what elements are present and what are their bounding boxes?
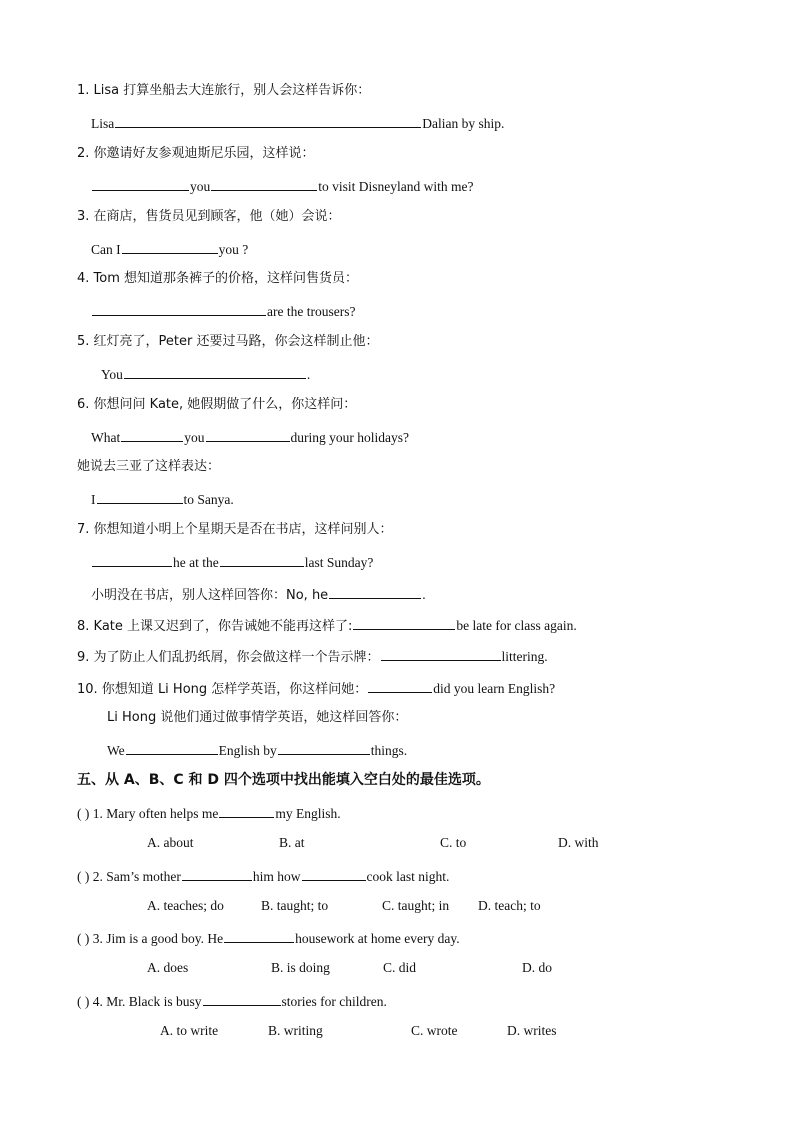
- q1-text-a: Lisa: [91, 116, 115, 131]
- q1-blank[interactable]: [115, 113, 421, 128]
- s5-item-1-option-b[interactable]: B. at: [279, 835, 305, 850]
- q3-text-b: you ?: [218, 242, 249, 257]
- s5-item-4-option-b[interactable]: B. writing: [268, 1023, 323, 1038]
- q10-reply-blank-1[interactable]: [126, 740, 218, 755]
- q5-prompt: 5. 红灯亮了，Peter 还要过马路，你会这样制止他：: [77, 334, 379, 349]
- q9-blank[interactable]: [381, 646, 501, 661]
- s5-item-3-option-d[interactable]: D. do: [522, 960, 552, 975]
- q4-text-a: are the trousers?: [267, 304, 356, 319]
- q2-answer-line: [91, 176, 473, 196]
- q7-reply-text: 小明没在书店，别人这样回答你：No, he: [91, 588, 329, 603]
- q4-answer-line: [91, 301, 355, 321]
- q10-line: [77, 678, 555, 699]
- q6-prompt: 6. 你想问问 Kate, 她假期做了什么，你这样问：: [77, 397, 357, 412]
- q10-reply-a: We: [107, 743, 125, 758]
- q3-text-a: Can I: [91, 242, 121, 257]
- section5-heading: 五、从 A、B、C 和 D 四个选项中找出能填入空白处的最佳选项。: [77, 772, 490, 788]
- q7-text-b: last Sunday?: [304, 555, 374, 570]
- q8-line: [77, 615, 577, 636]
- s5-item-3-paren[interactable]: ( ): [77, 931, 90, 946]
- q7-answer-line: [91, 552, 373, 572]
- s5-item-3-stem: [77, 928, 460, 948]
- q10-prompt: 10. 你想知道 Li Hong 怎样学英语，你这样问她：: [77, 682, 368, 697]
- q6-answer-line: [91, 427, 409, 447]
- q10-reply-prompt: Li Hong 说他们通过做事情学英语，她这样回答你：: [107, 710, 408, 725]
- q5-text-a: You: [101, 367, 123, 382]
- q10-reply-line: [107, 740, 407, 760]
- q2-blank-1[interactable]: [92, 176, 189, 191]
- q2-blank-2[interactable]: [211, 176, 317, 191]
- q7-reply-end: .: [422, 587, 426, 602]
- s5-item-2-option-c[interactable]: C. taught; in: [382, 898, 450, 913]
- q2-prompt: 2. 你邀请好友参观迪斯尼乐园，这样说：: [77, 146, 315, 161]
- q8-blank[interactable]: [353, 615, 455, 630]
- s5-item-2-blank-1[interactable]: [182, 866, 252, 881]
- s5-item-2-text-a: 2. Sam’s mother: [92, 869, 181, 884]
- q1-text-b: Dalian by ship.: [422, 116, 505, 131]
- s5-item-2-text-b: him how: [252, 869, 301, 884]
- q7-reply-line: [91, 584, 426, 605]
- s5-item-3-text-a: 3. Jim is a good boy. He: [92, 931, 224, 946]
- q6-reply-line: [91, 489, 234, 509]
- q3-answer-line: [91, 239, 248, 259]
- q7-prompt: 7. 你想知道小明上个星期天是否在书店，这样问别人：: [77, 522, 393, 537]
- s5-item-2-stem: [77, 866, 449, 886]
- q6-reply-blank[interactable]: [97, 489, 183, 504]
- q7-blank-1[interactable]: [92, 552, 172, 567]
- s5-item-1-text-b: my English.: [275, 806, 341, 821]
- s5-item-2-option-d[interactable]: D. teach; to: [478, 898, 541, 913]
- q7-text-a: he at the: [173, 555, 219, 570]
- s5-item-2-paren[interactable]: ( ): [77, 869, 90, 884]
- s5-item-1-option-a[interactable]: A. about: [147, 835, 194, 850]
- s5-item-4-paren[interactable]: ( ): [77, 994, 90, 1009]
- q6-text-b: you: [184, 430, 205, 445]
- q1-prompt: 1. Lisa 打算坐船去大连旅行，别人会这样告诉你：: [77, 83, 371, 98]
- s5-item-1-text-a: 1. Mary often helps me: [92, 806, 219, 821]
- s5-item-1-option-c[interactable]: C. to: [440, 835, 467, 850]
- q5-blank[interactable]: [124, 364, 306, 379]
- q10-reply-b: English by: [218, 743, 277, 758]
- s5-item-3-option-a[interactable]: A. does: [147, 960, 189, 975]
- s5-item-4-text-b: stories for children.: [281, 994, 387, 1009]
- q6-blank-1[interactable]: [121, 427, 183, 442]
- s5-item-3-text-b: housework at home every day.: [295, 931, 460, 946]
- q9-prompt: 9. 为了防止人们乱扔纸屑，你会做这样一个告示牌：: [77, 650, 380, 665]
- q3-blank[interactable]: [122, 239, 218, 254]
- q1-answer-line: [91, 113, 504, 133]
- q2-text-b: to visit Disneyland with me?: [318, 179, 474, 194]
- q4-blank[interactable]: [92, 301, 266, 316]
- q8-prompt: 8. Kate 上课又迟到了，你告诫她不能再这样了:: [77, 619, 353, 634]
- q9-text-a: littering.: [501, 649, 548, 664]
- q6-reply-b: to Sanya.: [183, 492, 234, 507]
- q6-blank-2[interactable]: [206, 427, 290, 442]
- q6-reply-prompt: 她说去三亚了这样表达：: [77, 459, 221, 474]
- q10-reply-blank-2[interactable]: [278, 740, 370, 755]
- s5-item-1-stem: [77, 803, 341, 823]
- q2-text-a: you: [190, 179, 211, 194]
- s5-item-3-option-b[interactable]: B. is doing: [271, 960, 330, 975]
- q6-reply-a: I: [91, 492, 96, 507]
- q10-blank[interactable]: [368, 678, 432, 693]
- s5-item-1-option-d[interactable]: D. with: [558, 835, 599, 850]
- q3-prompt: 3. 在商店，售货员见到顾客，他（她）会说：: [77, 209, 341, 224]
- q9-line: [77, 646, 548, 667]
- s5-item-2-option-a[interactable]: A. teaches; do: [147, 898, 224, 913]
- q6-text-c: during your holidays?: [290, 430, 409, 445]
- q6-text-a: What: [91, 430, 121, 445]
- s5-item-4-option-c[interactable]: C. wrote: [411, 1023, 458, 1038]
- s5-item-2-option-b[interactable]: B. taught; to: [261, 898, 329, 913]
- s5-item-3-blank[interactable]: [224, 928, 294, 943]
- q10-text-a: did you learn English?: [433, 681, 556, 696]
- q7-blank-2[interactable]: [220, 552, 304, 567]
- s5-item-1-blank[interactable]: [219, 803, 274, 818]
- s5-item-4-text-a: 4. Mr. Black is busy: [92, 994, 202, 1009]
- s5-item-4-blank[interactable]: [203, 991, 281, 1006]
- q8-text-a: be late for class again.: [456, 618, 577, 633]
- s5-item-1-paren[interactable]: ( ): [77, 806, 90, 821]
- s5-item-4-option-d[interactable]: D. writes: [507, 1023, 557, 1038]
- s5-item-4-option-a[interactable]: A. to write: [160, 1023, 219, 1038]
- q7-reply-blank[interactable]: [329, 584, 421, 599]
- s5-item-3-option-c[interactable]: C. did: [383, 960, 417, 975]
- q5-text-b: .: [306, 367, 311, 382]
- q10-reply-c: things.: [370, 743, 408, 758]
- q4-prompt: 4. Tom 想知道那条裤子的价格，这样问售货员：: [77, 271, 359, 286]
- s5-item-2-blank-2[interactable]: [302, 866, 366, 881]
- s5-item-2-text-c: cook last night.: [366, 869, 450, 884]
- q5-answer-line: [101, 364, 310, 384]
- s5-item-4-stem: [77, 991, 387, 1011]
